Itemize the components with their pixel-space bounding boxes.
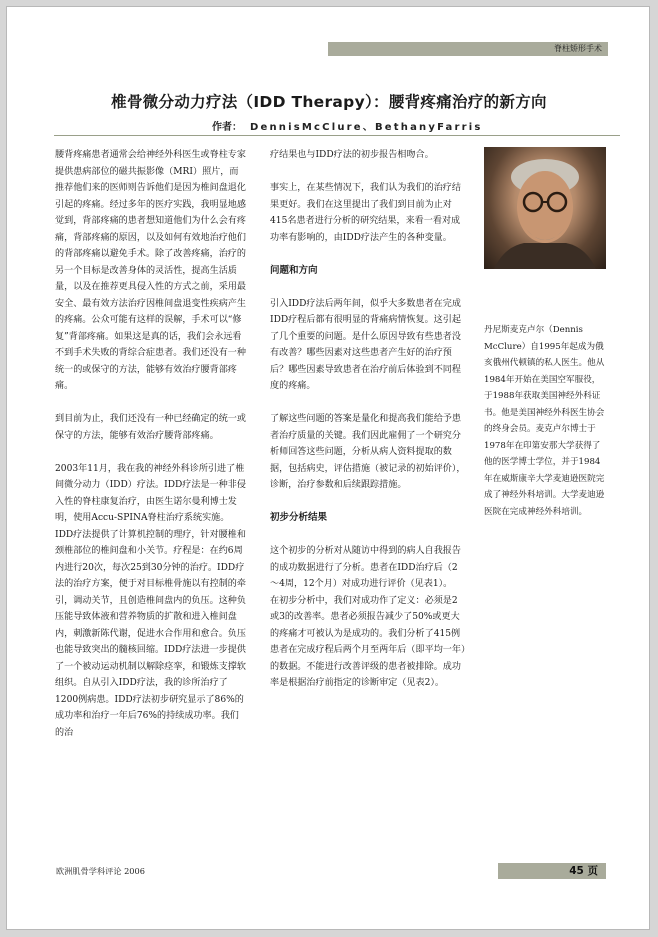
- section-heading: 问题和方向: [270, 264, 318, 276]
- journal-footer: 欧洲肌骨学科评论 2006: [56, 866, 145, 876]
- section-heading: 初步分析结果: [270, 512, 328, 523]
- author-names: DennisMcClure、BethanyFarris: [250, 122, 483, 133]
- page-number-bar: [498, 863, 606, 879]
- page-number: 45 页: [569, 865, 598, 877]
- paragraph: 在初步分析中，我们对成功作了定义：必须是2或3的改善率。患者必须报告减少了50%或更大的疼痛才可被认为是成功的。我们分析了415例患者在完成疗程后两个月至两年后（即平均一年）的数据。不能进行改善评级的患者被排除。成功率是根据治疗前指定的诊断审定（见表2）。: [270, 595, 466, 688]
- paragraph: 到目前为止，我们还没有一种已经确定的统一或保守的方法，能够有效治疗腰背部疼痛。: [55, 414, 246, 441]
- column-middle: [270, 147, 466, 708]
- paragraph: 腰背疼痛患者通常会给神经外科医生或脊柱专家提供患病部位的磁共振影像（MRI）照片，而推荐他们来的医师则告诉他们是因为椎间盘退化引起的疼痛。经过多年的医疗实践，我明显地感觉到，背部疼痛的患者想知道他们为什么会有疼痛，背部疼痛的原因，以及如何有效地治疗他们的背部疼痛以避免手术。除了改善疼痛，治疗的另一个目标是改善身体的灵活性，提高生活质量，以及在推荐更具侵入性的方式之前，采用最安全、最有效方法治疗因椎间盘退变性疾病产生的疼痛。公众可能有这样的误解，手术可以“修复”背部疼痛。如果这是真的话，我们会永远看不到手术失败的背综合症患者。我们还没有一种统一的或保守的方法，能够有效治疗腰背部疼痛。: [55, 150, 246, 391]
- paragraph: 事实上，在某些情况下，我们认为我们的治疗结果更好。我们在这里提出了我们到目前为止对415名患者进行分析的研究结果，来看一看对成功率有影响的，由IDD疗法产生的各种变量。: [270, 183, 461, 243]
- portrait-icon: [484, 147, 606, 269]
- paragraph: 2003年11月，我在我的神经外科诊所引进了椎间微分动力（IDD）疗法。IDD疗法是一种非侵入性的脊柱康复治疗，由医生诺尔曼利博士发明，使用Accu-SPINA脊柱治疗系统实施。IDD疗法提供了计算机控制的理疗，针对腰椎和颈椎部位的椎间盘和小关节。疗程是：在约6周内进行20次，每次25到30分钟的治疗。IDD疗法的治疗方案，便于对目标椎骨施以有控制的牵引，调动关节，且创造椎间盘内的负压。这种负压能导致体液和营养物质的扩散和进入椎间盘内，刺激新陈代谢，促进水合作用和愈合。负压也能导致突出的髓核回缩。IDD疗法进一步提供了一个被动运动机制以解除痉挛，和锻炼支撑软组织。自从引入IDD疗法，我的诊所治疗了1200例病患。IDD疗法初步研究显示了86%的成功率和治疗一年后76%的持续成功率。我们的治: [55, 463, 246, 738]
- paragraph: 疗结果也与IDD疗法的初步报告相吻合。: [270, 150, 434, 160]
- section-label: 脊柱矫形手术: [554, 44, 602, 53]
- column-left: [55, 147, 247, 758]
- author-photo: [484, 147, 606, 269]
- authors-line: [212, 118, 483, 133]
- authors-label: 作者：: [212, 122, 242, 133]
- paragraph: 这个初步的分析对从随访中得到的病人自我报告的成功数据进行了分析。患者在IDD治疗后（2～4周，12个月）对成功进行评价（见表1）。: [270, 546, 461, 589]
- paragraph: 引入IDD疗法后两年间，似乎大多数患者在完成IDD疗程后都有很明显的背痛病情恢复。这引起了几个重要的问题。是什么原因导致有些患者没有改善？哪些因素对这些患者产生好的治疗预后？哪些因素导致患者在治疗前后体验到不同程度的疼痛。: [270, 298, 461, 391]
- paragraph: 了解这些问题的答案是量化和提高我们能给予患者治疗质量的关键。我们因此雇佣了一个研究分析师回答这些问题，分析从病人资料提取的数据，包括病史，评估措施（被记录的初始评价），诊断，治疗参数和后续跟踪措施。: [270, 414, 466, 490]
- author-bio: 丹尼斯麦克卢尔（Dennis McClure）自1995年起成为俄亥俄州代顿镇的私人医生。他从1984年开始在美国空军服役，于1988年获取美国神经外科证书。他是美国神经外科医生协会的终身会员。麦克卢尔博士于1978年在印第安那大学获得了他的医学博士学位，并于1984年在威斯康辛大学麦迪逊医院完成了神经外科培训。大学麦迪逊医院在完成神经外科培训。: [484, 325, 605, 517]
- title-divider: [54, 135, 620, 136]
- section-header-bar: [328, 42, 608, 56]
- article-title: 椎骨微分动力疗法（IDD Therapy）：腰背疼痛治疗的新方向: [111, 93, 547, 111]
